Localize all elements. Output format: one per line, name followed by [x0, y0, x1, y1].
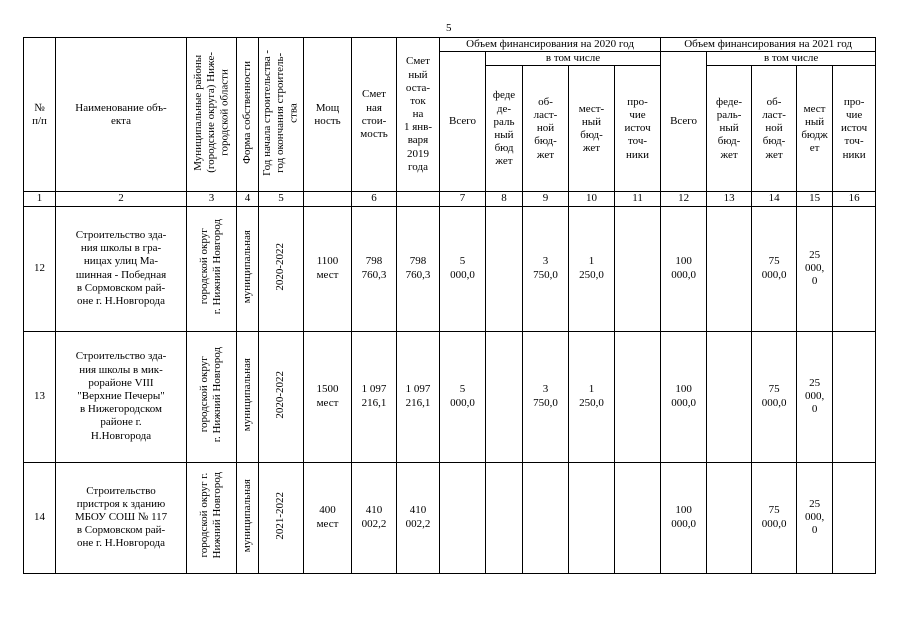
- index-cell: 3: [187, 192, 237, 206]
- index-cell: 8: [486, 192, 523, 206]
- row-ownership: муниципальная: [237, 206, 259, 331]
- row-cost: 410 002,2: [352, 462, 397, 573]
- index-cell: 1: [24, 192, 56, 206]
- index-cell: 11: [615, 192, 661, 206]
- row-federal-2021: [707, 462, 752, 573]
- row-remainder: 798 760,3: [397, 206, 440, 331]
- row-years: 2020-2022: [259, 206, 304, 331]
- row-federal-2021: [707, 206, 752, 331]
- header-regional-2020: об- ласт- ной бюд- жет: [523, 66, 569, 192]
- index-cell: 4: [237, 192, 259, 206]
- row-local-2021: 25 000, 0: [797, 206, 833, 331]
- row-name: Строительство зда- ния школы в мик- рорайоне VIII "Верхние Печеры" в Нижегородском районе г. Н.Новгорода: [56, 331, 187, 462]
- row-regional-2020: 3 750,0: [523, 206, 569, 331]
- header-ownership: Форма собственности: [237, 38, 259, 192]
- header-row-1: [24, 38, 876, 52]
- row-remainder: 410 002,2: [397, 462, 440, 573]
- index-cell: 14: [752, 192, 797, 206]
- row-district: городской округ г. Нижний Новгород: [187, 206, 237, 331]
- financing-table: [23, 37, 876, 574]
- header-total-2021: Всего: [661, 52, 707, 192]
- header-local-2021: мест ный бюдж ет: [797, 66, 833, 192]
- row-local-2020: 1 250,0: [569, 206, 615, 331]
- header-remainder: Смет ный оста- ток на 1 янв- варя 2019 года: [397, 38, 440, 192]
- row-capacity: 400 мест: [304, 462, 352, 573]
- row-other-2020: [615, 462, 661, 573]
- table-row: [24, 462, 876, 573]
- header-name: Наименование объ- екта: [56, 38, 187, 192]
- header-federal-2020: феде де- раль ный бюд жет: [486, 66, 523, 192]
- header-years: Год начала строительства - год окончания строитель- ства: [259, 38, 304, 192]
- row-num: 12: [24, 206, 56, 331]
- header-total-2020: Всего: [440, 52, 486, 192]
- row-ownership: муниципальная: [237, 331, 259, 462]
- header-district: Муниципальные районы (городские округа) Ниже- городской области: [187, 38, 237, 192]
- row-other-2020: [615, 331, 661, 462]
- row-federal-2020: [486, 206, 523, 331]
- index-cell: 16: [833, 192, 876, 206]
- header-incl-2020: в том числе: [486, 52, 661, 66]
- row-federal-2020: [486, 331, 523, 462]
- row-local-2020: [569, 462, 615, 573]
- table-row: [24, 206, 876, 331]
- row-other-2021: [833, 331, 876, 462]
- index-cell: 12: [661, 192, 707, 206]
- row-years: 2020-2022: [259, 331, 304, 462]
- row-remainder: 1 097 216,1: [397, 331, 440, 462]
- row-district: городской округ г. Нижний Новгород: [187, 331, 237, 462]
- row-num: 13: [24, 331, 56, 462]
- header-num: № п/п: [24, 38, 56, 192]
- index-cell: 7: [440, 192, 486, 206]
- row-regional-2021: 75 000,0: [752, 331, 797, 462]
- header-other-2020: про- чие источ точ- ники: [615, 66, 661, 192]
- row-federal-2020: [486, 462, 523, 573]
- index-cell: 15: [797, 192, 833, 206]
- row-other-2021: [833, 462, 876, 573]
- row-district: городской округ г. Нижний Новгород: [187, 462, 237, 573]
- row-local-2021: 25 000, 0: [797, 462, 833, 573]
- row-total-2021: 100 000,0: [661, 462, 707, 573]
- index-cell: [304, 192, 352, 206]
- header-local-2020: мест- ный бюд- жет: [569, 66, 615, 192]
- page-number: 5: [446, 22, 452, 34]
- row-name: Строительство пристроя к зданию МБОУ СОШ № 117 в Сормовском рай- оне г. Н.Новгорода: [56, 462, 187, 573]
- table-row: [24, 331, 876, 462]
- row-regional-2021: 75 000,0: [752, 206, 797, 331]
- header-fin-2020: Объем финансирования на 2020 год: [440, 38, 661, 52]
- index-cell: [397, 192, 440, 206]
- index-cell: 5: [259, 192, 304, 206]
- index-cell: 10: [569, 192, 615, 206]
- row-total-2020: [440, 462, 486, 573]
- row-total-2020: 5 000,0: [440, 206, 486, 331]
- index-cell: 13: [707, 192, 752, 206]
- row-local-2021: 25 000, 0: [797, 331, 833, 462]
- row-total-2021: 100 000,0: [661, 331, 707, 462]
- row-total-2020: 5 000,0: [440, 331, 486, 462]
- header-cost: Смет ная стои- мость: [352, 38, 397, 192]
- row-name: Строительство зда- ния школы в гра- ницах улиц Ма- шинная - Победная в Сормовском рай- оне г. Н.Новгорода: [56, 206, 187, 331]
- row-other-2020: [615, 206, 661, 331]
- row-num: 14: [24, 462, 56, 573]
- header-fin-2021: Объем финансирования на 2021 год: [661, 38, 876, 52]
- row-cost: 1 097 216,1: [352, 331, 397, 462]
- header-incl-2021: в том числе: [707, 52, 876, 66]
- row-regional-2020: [523, 462, 569, 573]
- row-cost: 798 760,3: [352, 206, 397, 331]
- index-cell: 6: [352, 192, 397, 206]
- row-federal-2021: [707, 331, 752, 462]
- row-regional-2020: 3 750,0: [523, 331, 569, 462]
- row-capacity: 1500 мест: [304, 331, 352, 462]
- header-capacity: Мощ ность: [304, 38, 352, 192]
- row-local-2020: 1 250,0: [569, 331, 615, 462]
- row-other-2021: [833, 206, 876, 331]
- header-regional-2021: об- ласт- ной бюд- жет: [752, 66, 797, 192]
- row-regional-2021: 75 000,0: [752, 462, 797, 573]
- row-total-2021: 100 000,0: [661, 206, 707, 331]
- row-ownership: муниципальная: [237, 462, 259, 573]
- index-cell: 2: [56, 192, 187, 206]
- row-capacity: 1100 мест: [304, 206, 352, 331]
- index-cell: 9: [523, 192, 569, 206]
- row-years: 2021-2022: [259, 462, 304, 573]
- index-row: [24, 192, 876, 206]
- header-other-2021: про- чие источ точ- ники: [833, 66, 876, 192]
- header-federal-2021: феде- раль- ный бюд- жет: [707, 66, 752, 192]
